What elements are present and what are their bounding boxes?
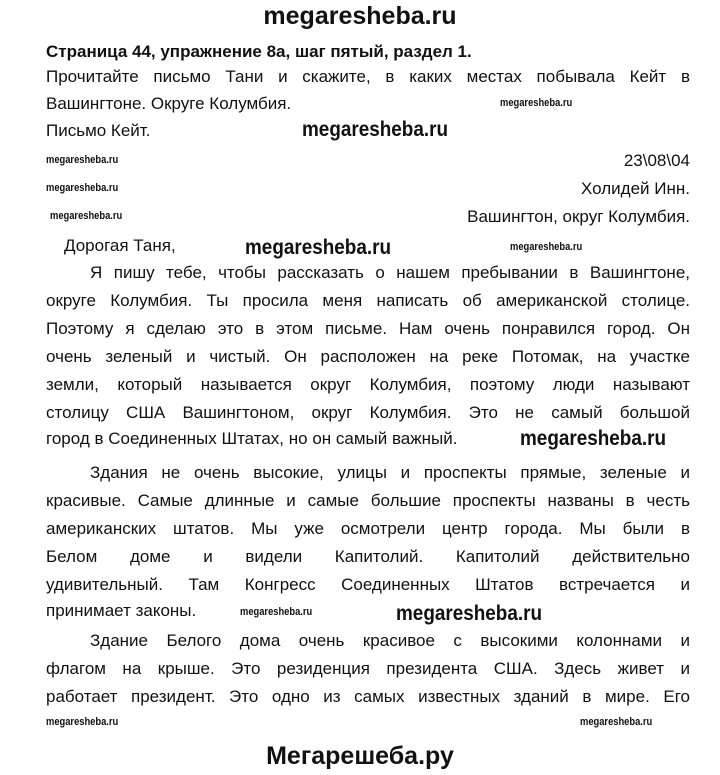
text-line: Здания не очень высокие, улицы и проспекты прямые, зеленые и: [90, 463, 690, 482]
watermark: megaresheba.ru: [580, 716, 653, 728]
watermark: megaresheba.ru: [46, 716, 119, 728]
task-line: Вашингтоне. Округе Колумбия.: [46, 94, 292, 113]
text-line: принимает законы.: [46, 601, 197, 620]
text-line: американских штатов. Мы уже осмотрели центр города. Мы были в: [46, 519, 690, 538]
site-footer: Мегарешеба.ру: [266, 742, 454, 770]
watermark: megaresheba.ru: [510, 241, 583, 253]
letter-address: Холидей Инн.: [581, 179, 690, 198]
letter-date: 23\08\04: [623, 151, 690, 170]
watermark: megaresheba.ru: [240, 606, 313, 618]
text-line: красивые. Самые длинные и самые большие проспекты названы в честь: [46, 491, 690, 510]
text-line: Я пишу тебе, чтобы рассказать о нашем пребывании в Вашингтоне,: [90, 263, 690, 282]
watermark: megaresheba.ru: [245, 236, 392, 259]
site-header: megaresheba.ru: [263, 2, 457, 30]
watermark: megaresheba.ru: [46, 182, 119, 194]
page-title: Страница 44, упражнение 8а, шаг пятый, раздел 1.: [46, 42, 472, 61]
text-line: столицу США Вашингтоном, округ Колумбия. Это не самый большой: [46, 403, 690, 422]
letter-title: Письмо Кейт.: [46, 121, 151, 140]
watermark: megaresheba.ru: [46, 154, 119, 166]
letter-address: Вашингтон, округ Колумбия.: [467, 207, 690, 226]
text-line: флагом на крыше. Это резиденция президента США. Здесь живет и: [46, 659, 690, 678]
watermark: megaresheba.ru: [520, 427, 667, 450]
text-line: округе Колумбия. Ты просила меня написать об американской столице.: [46, 291, 690, 310]
watermark: megaresheba.ru: [50, 210, 123, 222]
text-line: земли, который называется округ Колумбия, поэтому люди называют: [46, 375, 690, 394]
task-line: Прочитайте письмо Тани и скажите, в каких местах побывала Кейт в: [46, 67, 690, 86]
text-line: Белом доме и видели Капитолий. Капитолий действительно: [46, 547, 690, 566]
text-line: Здание Белого дома очень красивое с высокими колоннами и: [90, 631, 690, 650]
greeting: Дорогая Таня,: [64, 236, 176, 255]
text-line: работает президент. Это одно из самых известных зданий в мире. Его: [46, 687, 690, 706]
text-line: Поэтому я сделаю это в этом письме. Нам очень понравился город. Он: [46, 319, 690, 338]
watermark: megaresheba.ru: [302, 118, 449, 141]
text-line: очень зеленый и чистый. Он расположен на реке Потомак, на участке: [46, 347, 690, 366]
watermark: megaresheba.ru: [396, 602, 543, 625]
text-line: удивительный. Там Конгресс Соединенных Штатов встречается и: [46, 575, 690, 594]
text-line: город в Соединенных Штатах, но он самый важный.: [46, 429, 458, 448]
watermark: megaresheba.ru: [500, 97, 573, 109]
